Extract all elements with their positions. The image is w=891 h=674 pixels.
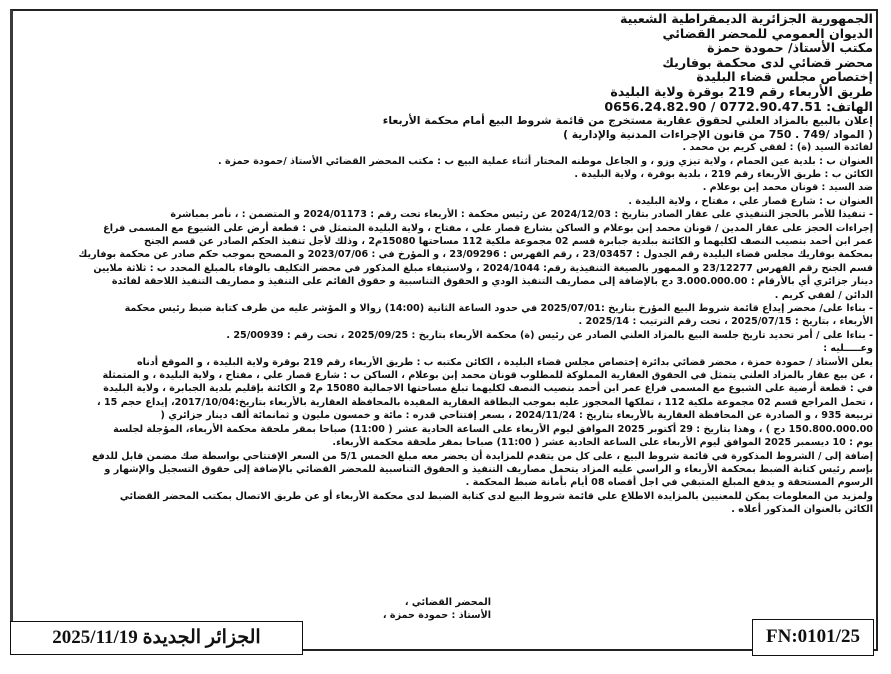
paragraph-line: بإسم رئيس كتابة الضبط بمحكمة الأربعاء و الراسي عليه المزاد يتحمل مصاريف التنفيذ و الحقوق التناسبية للمحضر القضائي بالإضافة إلى حقوق التسجيل والإشهار و — [104, 463, 873, 475]
parties-section — [15, 141, 873, 208]
defendant-address: العنوان ب : شارع قصار علي ، مفتاح ، ولاية البليدة . — [628, 195, 873, 207]
paragraph-line: الرسوم المستحقة و يدفع المبلغ المتبقي في اجل أقصاه 08 أيام بأمانة ضبط المحكمة . — [465, 477, 873, 489]
paragraph-line: 150.800.000.00 دج ) ، وهذا بتاريخ : 29 أكتوبر 2025 الموافق ليوم الأربعاء على الساعة الحادية عشر ( 11:00) صباحا بمقر ملحقة محكمة الأربعاء، المؤجلة لجلسة — [113, 423, 873, 435]
header-line: محضر قضائي لدى محكمة بوفاريك — [662, 54, 873, 70]
paragraph-line: ، عن بيع عقار بالمزاد العلني يتمثل في الحقوق العقارية المملوكة للمطلوب قونان محمد إبن بوعلام ، الساكن ب : شارع قصار علي ، مفتاح ، ولاية البليدة ، و المتمثلة — [102, 370, 873, 382]
paragraph-line: في : قطعة أرضية على الشيوع مع المسمى فراغ عمر ابن أحمد بنصيب النصف لكليهما تبلغ مساحتها الاجمالية 15080 م2 و الكائنة بإقليم بلدية الجبابرة ، ولاية البليدة — [103, 383, 873, 395]
header-line: مكتب الأستاذ/ حمودة حمزة — [707, 40, 873, 56]
deposit-section — [15, 302, 873, 356]
title-line: ( المواد /749 . 750 من قانون الإجراءات المدنية والإدارية ) — [563, 127, 873, 141]
publication-box: الجزائر الجديدة 2025/11/19 — [10, 621, 303, 655]
paragraph-line: ولمزيد من المعلومات يمكن للمعنيين بالمزايدة الاطلاع علي قائمة شروط البيع لدى كتابة الضبط لدى محكمة الأربعاء أو عن طريق الاتصال بمكتب المحضر القضائي — [119, 490, 873, 502]
title-line: إعلان بالبيع بالمزاد العلني لحقوق عقارية مستخرج من قائمة شروط البيع أمام محكمة الأربعاء — [382, 114, 873, 128]
notice-title — [15, 114, 873, 141]
paragraph-line: - تنفيذا للأمر بالحجز التنفيذي على عقار الصادر بتاريخ : 2024/12/03 عن رئيس محكمة : الأربعاء تحت رقم : 2024/01173 و المتضمن : ، نأمر بمباشرة — [170, 209, 873, 221]
paragraph-line: عمر ابن أحمد بنصيب النصف لكليهما و الكائنة ببلدية جبابرة قسم 02 مجموعة ملكية 112 مساحتها 15080م2 ، وذلك لأجل تنفيذ الحكم الصادر عن قسم الجنح — [144, 236, 873, 247]
signature-line: المحضر القضائي ، — [404, 597, 491, 608]
paragraph-line: - بناءا على / أمر تحديد تاريخ جلسة البيع بالمزاد العلني الصادر عن رئيس (ة) محكمة الأربعاء بتاريخ : 2025/09/25 ، تحت رقم : 25/00939 . — [226, 329, 873, 341]
issuer-header — [15, 12, 873, 114]
paragraph-line: يعلن الأستاذ / حمودة حمزة ، محضر قضائي بدائرة إختصاص مجلس قضاء البليدة ، الكائن مكتبه ب : طريق الأربعاء رقم 219 بوقرة ولاية البليدة ، و الموقع أدناه — [136, 356, 873, 368]
paragraph-line: تربيعة 935 ، و الصادرة عن المحافظة العقارية بالأربعاء بتاريخ : 2024/11/24 ، بسعر إفتتاحي قدره : مائة و خمسون مليون و ثمانمائة ألف دينار جزائري ( — [160, 410, 873, 422]
paragraph-line: الدائن / لفقي كريم . — [774, 289, 873, 301]
header-line: الجمهورية الجزائرية الديمقراطية الشعبية — [620, 11, 873, 26]
paragraph-line: إجراءات الحجز على عقار المدين / قونان محمد إبن بوعلام و الساكن بشارع قصار علي ، مفتاح ، ولاية البليدة المتمثل في : قطعة أرض على الشيوع مع المسمى فراغ — [103, 222, 873, 234]
announcement-section — [15, 356, 873, 517]
legal-notice — [15, 12, 873, 517]
execution-section — [15, 208, 873, 302]
paragraph-line: دينار جزائري أي بالأرقام : 3.000.000.00 دج بالإضافة إلى مصاريف التنفيذ الودي و الحقوق التناسبية و حقوق القائم على التنفيذ و مصاريف التنفيذ اللاحقة لفائدة — [111, 276, 873, 288]
paragraph-line: وعـــــليه : — [823, 343, 873, 355]
paragraph-line: الأربعاء ، بتاريخ : 2025/07/15 ، تحت رقم الترتيب : 2025/14 . — [578, 316, 873, 328]
header-phone: الهاتف: 0772.90.47.51 / 0656.24.82.90 — [604, 98, 873, 114]
header-line: طريق الأربعاء رقم 219 بوقرة ولاية البليدة — [610, 83, 873, 99]
beneficiary-line: لفائدة السيد (ة) : لفقي كريم بن محمد . — [682, 142, 873, 154]
paragraph-line: إضافة إلى / الشروط المذكورة في قائمة شروط البيع ، على كل من يتقدم للمزايدة أن يحضر معه مبلغ الخمس 5/1 من السعر الإفتتاحي بواسطة صك مضمن قابل للدفع — [91, 450, 873, 462]
signature-block — [383, 597, 491, 622]
paragraph-line: يوم : 10 ديسمبر 2025 الموافق ليوم الأربعاء على الساعة الحادية عشر ( 11:00) صباحا بمقر ملحقة محكمة الأربعاء. — [332, 437, 873, 449]
defendant-line: ضد السيد : قونان محمد إبن بوعلام . — [702, 182, 873, 194]
paragraph-line: - بناءا على/ محضر إيداع قائمة شروط البيع المؤرخ بتاريخ :2025/07/01 في حدود الساعة الثانية (14:00) زوالا و المؤشر عليه من طرف كتابة ضبط رئيس محكمة — [124, 303, 873, 315]
paragraph-line: الكائن بالعنوان المذكور أعلاه . — [731, 504, 873, 516]
header-line: إختصاص مجلس قضاء البليدة — [696, 69, 873, 85]
header-line: الديوان العمومي للمحضر القضائي — [662, 25, 873, 41]
office-address: الكائن ب : طريق الأربعاء رقم 219 ، بلدية بوقرة ، ولاية البليدة . — [574, 168, 873, 180]
paragraph-line: ، تحمل المراجع قسم 02 مجموعة ملكية 112 ، تملكها المحجوز عليه بموجب البطاقة العقارية المقيدة بالمحافظة العقارية بالأربعاء بتاريخ:2017/10/04، إيداع حجم 15 ، — [97, 396, 873, 408]
beneficiary-address: العنوان ب : بلدية عين الحمام ، ولاية تيزي وزو ، و الجاعل موطنه المختار أثناء عملية البيع ب : مكتب المحضر القضائي الأستاذ /حمودة حمزة . — [217, 155, 873, 167]
paragraph-line: قسم الجنح رقم الفهرس 23/12277 و الممهور بالصيغة التنفيذية رقم: 2024/1044 ، ولاستيفاء مبلغ المذكور في محضر التكليف بالوفاء بالمبلغ المحدد ب : ثلاثة ملايين — [93, 262, 873, 274]
signature-name: الأستاذ : حمودة حمزة ، — [382, 609, 491, 621]
paragraph-line: بمحكمة بوفاريك مجلس قضاء البليدة رقم الجدول : 23/03457 ، رقم الفهرس : 23/09296 ، و المؤرخ في : 2023/07/06 و المصحح بموجب حكم صادر عن محكمة بوفاريك — [78, 249, 873, 261]
reference-box: FN:0101/25 — [752, 619, 874, 656]
